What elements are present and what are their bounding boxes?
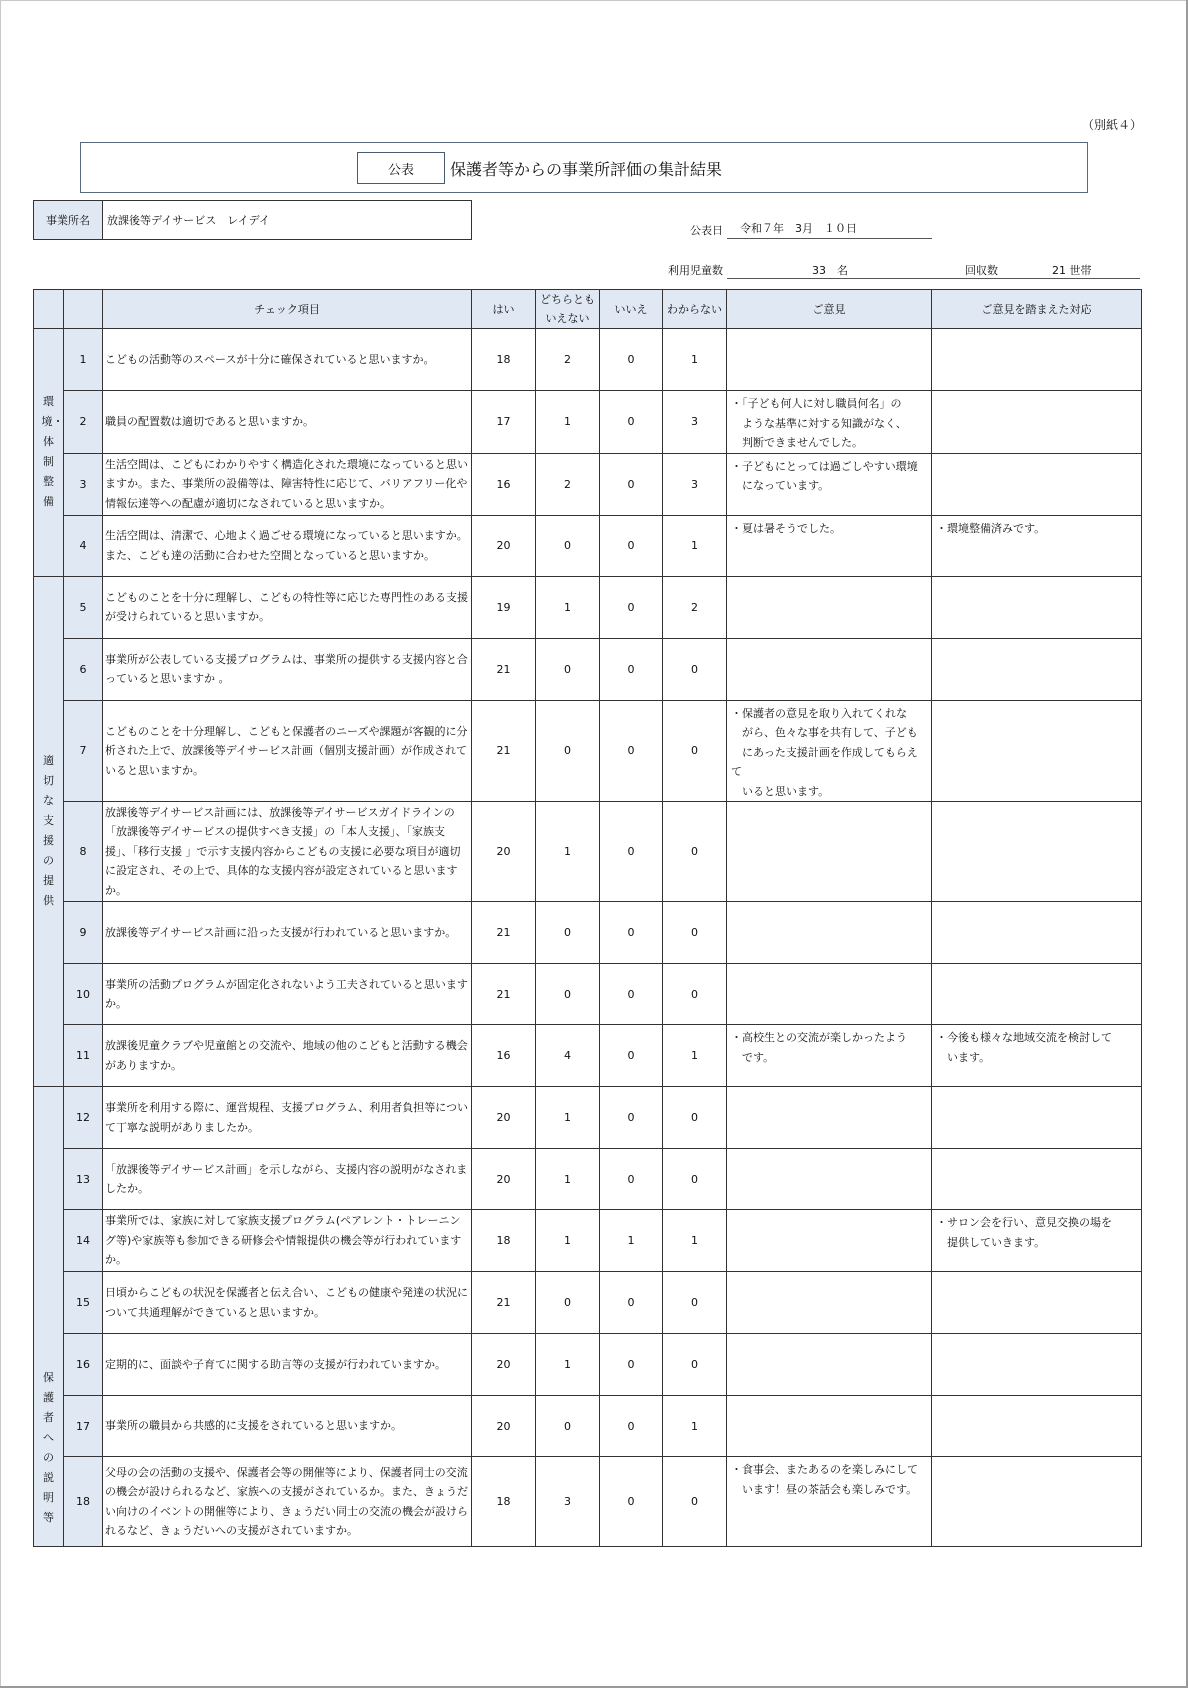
count-unknown: 1 [663, 1025, 727, 1087]
count-neutral: 2 [536, 453, 600, 515]
count-yes: 20 [472, 802, 536, 902]
appendix-label: （別紙４） [1082, 118, 1143, 132]
category-label: 適切な支援の提供 [43, 754, 54, 908]
header-number [64, 290, 103, 329]
opinion-text [727, 964, 932, 1025]
document-title: 保護者等からの事業所評価の集計結果 [450, 160, 723, 179]
count-no: 0 [600, 802, 663, 902]
count-neutral: 0 [536, 700, 600, 802]
table-row [34, 1334, 1142, 1396]
check-item-text: こどものことを十分理解し、こどもと保護者のニーズや課題が客観的に分析された上で、放課後等デイサービス計画（個別支援計画）が作成されていると思いますか。 [103, 700, 472, 802]
children-count-value: 33 名 [812, 264, 848, 277]
table-row [34, 576, 1142, 638]
opinion-text [727, 802, 932, 902]
response-text [932, 902, 1142, 964]
response-text [932, 964, 1142, 1025]
count-unknown: 0 [663, 1334, 727, 1396]
response-text [932, 802, 1142, 902]
row-number: 5 [64, 576, 103, 638]
count-yes: 21 [472, 1272, 536, 1334]
count-neutral: 1 [536, 1210, 600, 1272]
check-item-text: 職員の配置数は適切であると思いますか。 [103, 391, 472, 454]
table-row [34, 391, 1142, 454]
table-row [34, 1457, 1142, 1547]
count-neutral: 1 [536, 1149, 600, 1210]
count-yes: 21 [472, 964, 536, 1025]
table-row [34, 638, 1142, 700]
count-yes: 16 [472, 1025, 536, 1087]
count-yes: 19 [472, 576, 536, 638]
count-unknown: 1 [663, 1396, 727, 1457]
check-item-text: 生活空間は、清潔で、心地よく過ごせる環境になっていると思いますか。また、こども達の活動に合わせた空間となっていると思いますか。 [103, 515, 472, 576]
response-text [932, 1272, 1142, 1334]
count-neutral: 4 [536, 1025, 600, 1087]
response-text [932, 1396, 1142, 1457]
header-yes: はい [472, 290, 536, 329]
count-yes: 21 [472, 902, 536, 964]
count-unknown: 0 [663, 1457, 727, 1547]
count-neutral: 1 [536, 576, 600, 638]
response-text [932, 638, 1142, 700]
check-item-text: 事業所が公表している支援プログラムは、事業所の提供する支援内容と合っていると思いますか 。 [103, 638, 472, 700]
opinion-text [727, 1396, 932, 1457]
row-number: 10 [64, 964, 103, 1025]
row-number: 15 [64, 1272, 103, 1334]
count-neutral: 3 [536, 1457, 600, 1547]
count-yes: 18 [472, 1210, 536, 1272]
row-number: 13 [64, 1149, 103, 1210]
count-neutral: 0 [536, 1272, 600, 1334]
response-text: ・サロン会を行い、意見交換の場を 提供していきます。 [932, 1210, 1142, 1272]
response-text [932, 576, 1142, 638]
opinion-text [727, 1210, 932, 1272]
count-unknown: 0 [663, 964, 727, 1025]
count-yes: 20 [472, 1334, 536, 1396]
publication-date-label: 公表日 [690, 224, 723, 237]
check-item-text: 父母の会の活動の支援や、保護者会等の開催等により、保護者同士の交流の機会が設けられるなど、家族への支援がされているか。また、きょうだい向けのイベントの開催等により、きょうだい同士の交流の機会が設けられるなど、きょうだいへの支援がされていますか。 [103, 1457, 472, 1547]
row-number: 3 [64, 453, 103, 515]
office-name-label: 事業所名 [34, 201, 103, 239]
count-unknown: 0 [663, 700, 727, 802]
count-no: 0 [600, 391, 663, 454]
category-explanation [34, 1087, 64, 1547]
row-number: 6 [64, 638, 103, 700]
count-no: 0 [600, 1396, 663, 1457]
count-unknown: 1 [663, 515, 727, 576]
table-row [34, 1396, 1142, 1457]
count-yes: 18 [472, 329, 536, 391]
count-neutral: 1 [536, 1087, 600, 1149]
count-neutral: 1 [536, 802, 600, 902]
count-unknown: 3 [663, 453, 727, 515]
response-text: ・環境整備済みです。 [932, 515, 1142, 576]
table-row [34, 1149, 1142, 1210]
header-neutral-line1: どちらとも [540, 293, 595, 306]
row-number: 4 [64, 515, 103, 576]
count-unknown: 0 [663, 902, 727, 964]
check-item-text: 放課後児童クラブや児童館との交流や、地域の他のこどもと活動する機会がありますか。 [103, 1025, 472, 1087]
header-unknown: わからない [663, 290, 727, 329]
header-neutral-line2: いえない [545, 312, 590, 325]
table-row [34, 1025, 1142, 1087]
check-item-text: 事業所の活動プログラムが固定化されないよう工夫されていると思いますか。 [103, 964, 472, 1025]
count-no: 0 [600, 638, 663, 700]
count-no: 0 [600, 1272, 663, 1334]
check-item-text: 「放課後等デイサービス計画」を示しながら、支援内容の説明がなされましたか。 [103, 1149, 472, 1210]
table-row [34, 902, 1142, 964]
response-text [932, 700, 1142, 802]
category-label: 環境・体制整備 [41, 395, 64, 509]
children-count-label: 利用児童数 [668, 264, 723, 277]
table-row [34, 1272, 1142, 1334]
responses-value: 21 世帯 [1052, 264, 1092, 277]
count-yes: 20 [472, 1149, 536, 1210]
evaluation-table [33, 289, 1142, 1547]
table-body [34, 329, 1142, 1547]
check-item-text: こどものことを十分に理解し、こどもの特性等に応じた専門性のある支援が受けられていると思いますか。 [103, 576, 472, 638]
publication-date-value: 令和７年 3月 １０日 [727, 220, 932, 239]
row-number: 12 [64, 1087, 103, 1149]
count-no: 0 [600, 453, 663, 515]
count-neutral: 0 [536, 515, 600, 576]
header-no: いいえ [600, 290, 663, 329]
response-text [932, 1149, 1142, 1210]
count-neutral: 2 [536, 329, 600, 391]
check-item-text: 日頃からこどもの状況を保護者と伝え合い、こどもの健康や発達の状況について共通理解ができていると思いますか。 [103, 1272, 472, 1334]
count-no: 0 [600, 902, 663, 964]
table-row [34, 1210, 1142, 1272]
count-no: 0 [600, 1149, 663, 1210]
response-text [932, 1334, 1142, 1396]
header-category [34, 290, 64, 329]
header-response: ご意見を踏まえた対応 [932, 290, 1142, 329]
row-number: 9 [64, 902, 103, 964]
row-number: 14 [64, 1210, 103, 1272]
count-neutral: 1 [536, 391, 600, 454]
category-environment [34, 329, 64, 577]
count-no: 0 [600, 576, 663, 638]
count-unknown: 0 [663, 638, 727, 700]
row-number: 18 [64, 1457, 103, 1547]
public-badge-text: 公表 [387, 162, 414, 178]
table-row [34, 453, 1142, 515]
opinion-text: ・「子ども何人に対し職員何名」の ような基準に対する知識がなく、 判断できませんでした。 [727, 391, 932, 454]
count-yes: 20 [472, 1087, 536, 1149]
check-item-text: こどもの活動等のスペースが十分に確保されていると思いますか。 [103, 329, 472, 391]
opinion-text: ・保護者の意見を取り入れてくれな がら、色々な事を共有して、子ども にあった支援計画を作成してもらえて いると思います。 [727, 700, 932, 802]
count-neutral: 0 [536, 1396, 600, 1457]
count-yes: 18 [472, 1457, 536, 1547]
response-text [932, 453, 1142, 515]
check-item-text: 放課後等デイサービス計画に沿った支援が行われていると思いますか。 [103, 902, 472, 964]
count-no: 0 [600, 1457, 663, 1547]
count-neutral: 0 [536, 902, 600, 964]
check-item-text: 事業所の職員から共感的に支援をされていると思いますか。 [103, 1396, 472, 1457]
opinion-text [727, 1087, 932, 1149]
opinion-text: ・高校生との交流が楽しかったよう です。 [727, 1025, 932, 1087]
row-number: 16 [64, 1334, 103, 1396]
opinion-text [727, 1272, 932, 1334]
check-item-text: 生活空間は、こどもにわかりやすく構造化された環境になっていると思いますか。また、事業所の設備等は、障害特性に応じて、バリアフリー化や情報伝達等への配慮が適切になされていると思いますか。 [103, 453, 472, 515]
table-row [34, 964, 1142, 1025]
count-neutral: 1 [536, 1334, 600, 1396]
check-item-text: 放課後等デイサービス計画には、放課後等デイサービスガイドラインの「放課後等デイサービスの提供すべき支援」の「本人支援」、「家族支援」、「移行支援 」で示す支援内容からこどもの支援に必要な項目が適切に設定され、その上で、具体的な支援内容が設定されていると思いますか。 [103, 802, 472, 902]
response-text: ・今後も様々な地域交流を検討して います。 [932, 1025, 1142, 1087]
opinion-text: ・子どもにとっては過ごしやすい環境 になっています。 [727, 453, 932, 515]
count-yes: 21 [472, 700, 536, 802]
check-item-text: 事業所では、家族に対して家族支援プログラム(ペアレント・トレーニング等)や家族等も参加できる研修会や情報提供の機会等が行われていますか。 [103, 1210, 472, 1272]
opinion-text [727, 576, 932, 638]
opinion-text: ・食事会、またあるのを楽しみにして います！昼の茶話会も楽しみです。 [727, 1457, 932, 1547]
count-yes: 21 [472, 638, 536, 700]
response-text [932, 1457, 1142, 1547]
table-row [34, 700, 1142, 802]
opinion-text [727, 329, 932, 391]
count-yes: 20 [472, 1396, 536, 1457]
opinion-text [727, 902, 932, 964]
office-name-field [33, 200, 472, 240]
count-no: 0 [600, 1025, 663, 1087]
count-neutral: 0 [536, 638, 600, 700]
office-name-value: 放課後等デイサービス レイデイ [107, 214, 270, 227]
count-unknown: 1 [663, 1210, 727, 1272]
count-no: 0 [600, 1087, 663, 1149]
count-no: 0 [600, 964, 663, 1025]
row-number: 7 [64, 700, 103, 802]
count-no: 0 [600, 329, 663, 391]
response-text [932, 1087, 1142, 1149]
count-unknown: 0 [663, 1087, 727, 1149]
count-yes: 20 [472, 515, 536, 576]
table-row [34, 515, 1142, 576]
count-no: 1 [600, 1210, 663, 1272]
count-unknown: 0 [663, 1272, 727, 1334]
table-header-row [34, 290, 1142, 329]
count-yes: 17 [472, 391, 536, 454]
count-no: 0 [600, 515, 663, 576]
opinion-text [727, 1149, 932, 1210]
check-item-text: 事業所を利用する際に、運営規程、支援プログラム、利用者負担等について丁寧な説明がありましたか。 [103, 1087, 472, 1149]
responses-label: 回収数 [965, 264, 998, 277]
count-neutral: 0 [536, 964, 600, 1025]
row-number: 2 [64, 391, 103, 454]
count-unknown: 0 [663, 1149, 727, 1210]
opinion-text: ・夏は暑そうでした。 [727, 515, 932, 576]
table-row [34, 1087, 1142, 1149]
opinion-text [727, 1334, 932, 1396]
row-number: 1 [64, 329, 103, 391]
table-row [34, 329, 1142, 391]
table-row [34, 802, 1142, 902]
count-no: 0 [600, 700, 663, 802]
count-no: 0 [600, 1334, 663, 1396]
row-number: 11 [64, 1025, 103, 1087]
count-unknown: 3 [663, 391, 727, 454]
opinion-text [727, 638, 932, 700]
count-unknown: 1 [663, 329, 727, 391]
count-unknown: 2 [663, 576, 727, 638]
public-badge [357, 152, 445, 184]
header-item: チェック項目 [103, 290, 472, 329]
row-number: 17 [64, 1396, 103, 1457]
row-number: 8 [64, 802, 103, 902]
check-item-text: 定期的に、面談や子育てに関する助言等の支援が行われていますか。 [103, 1334, 472, 1396]
count-unknown: 0 [663, 802, 727, 902]
count-yes: 16 [472, 453, 536, 515]
response-text [932, 329, 1142, 391]
category-label: 保護者への説明等 [43, 1371, 54, 1524]
header-neutral [536, 290, 600, 329]
category-support [34, 576, 64, 1087]
response-text [932, 391, 1142, 454]
header-opinion: ご意見 [727, 290, 932, 329]
